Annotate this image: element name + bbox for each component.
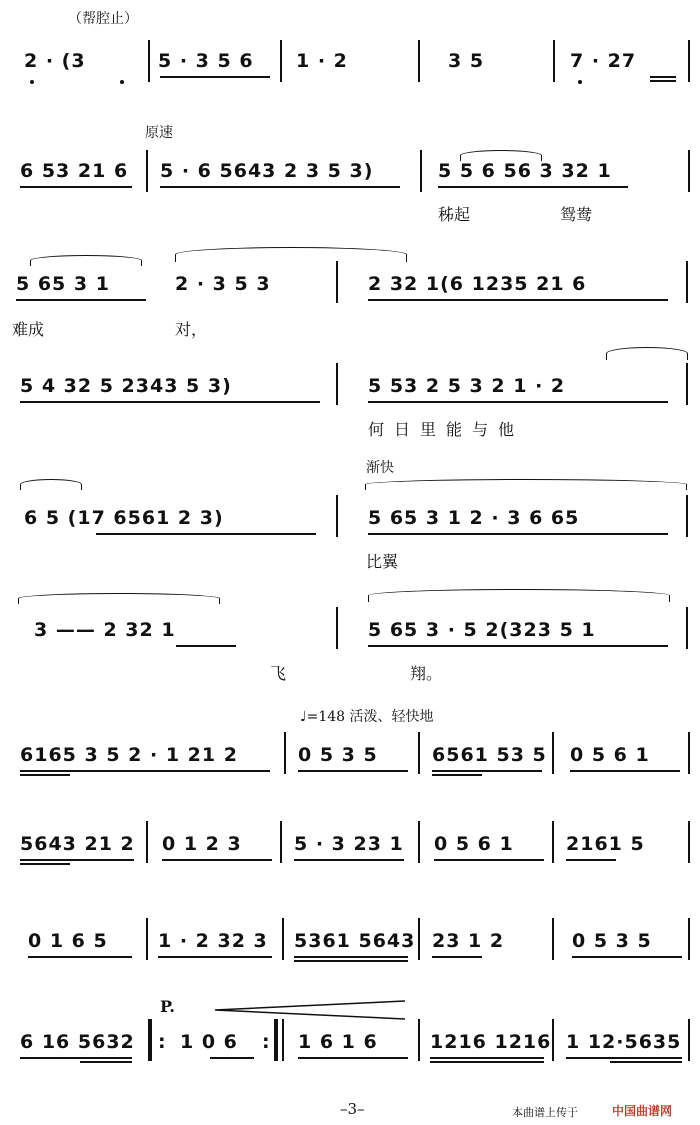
barline xyxy=(418,732,420,774)
staff-row-10 xyxy=(0,985,700,1085)
underline xyxy=(432,770,542,772)
underline xyxy=(160,76,270,78)
measure: 5 · 3 23 1 xyxy=(294,833,404,855)
measure: 6 53 21 6 xyxy=(20,160,129,182)
underline xyxy=(20,186,132,188)
barline xyxy=(282,918,284,960)
slur xyxy=(365,479,687,490)
underline xyxy=(610,1061,682,1063)
barline xyxy=(146,150,148,192)
repeat-end-barline xyxy=(274,1019,278,1061)
underline xyxy=(160,186,400,188)
measure: 2 32 1(6 1235 21 6 xyxy=(368,273,587,295)
lyric: 秭起 xyxy=(438,205,471,224)
underline xyxy=(20,774,70,776)
measure: 6165 3 5 2 · 1 21 2 xyxy=(20,744,238,766)
underline xyxy=(430,1061,544,1063)
underline xyxy=(162,859,272,861)
dynamic-marking: P. xyxy=(160,997,175,1016)
octave-dot xyxy=(120,80,124,84)
underline xyxy=(368,645,668,647)
measure: 1 · 2 xyxy=(296,50,348,72)
barline xyxy=(148,40,150,82)
barline xyxy=(552,732,554,774)
barline xyxy=(336,495,338,537)
octave-dot xyxy=(30,80,34,84)
measure: 1 6 1 6 xyxy=(298,1031,378,1053)
staff-row-8 xyxy=(0,795,700,890)
lyric: 鸳鸯 xyxy=(560,205,593,224)
barline xyxy=(686,363,688,405)
underline xyxy=(20,1057,132,1059)
barline xyxy=(552,918,554,960)
underline xyxy=(298,1057,408,1059)
slur xyxy=(18,593,220,604)
underline xyxy=(294,956,408,958)
staff-row-3 xyxy=(0,225,700,339)
measure: 5 65 3 1 xyxy=(16,273,110,295)
repeat-colon: : xyxy=(158,1031,167,1053)
barline xyxy=(418,918,420,960)
measure: 1 0 6 xyxy=(180,1031,238,1053)
measure: 2161 5 xyxy=(566,833,645,855)
barline xyxy=(418,1019,420,1061)
staff-row-2 xyxy=(0,110,700,225)
measure: 2 · 3 5 3 xyxy=(175,273,271,295)
underline xyxy=(650,80,676,82)
measure: 6 5 (17 6561 2 3) xyxy=(24,507,224,529)
measure: 5361 5643 xyxy=(294,930,416,952)
staff-row-4 xyxy=(0,335,700,445)
barline xyxy=(688,918,690,960)
staff-row-1 xyxy=(0,0,700,110)
site-logo: 中国曲谱网 xyxy=(612,1104,673,1118)
underline xyxy=(434,859,544,861)
underline xyxy=(210,1057,254,1059)
measure: 5 4 32 5 2343 5 3) xyxy=(20,375,232,397)
octave-dot xyxy=(578,80,582,84)
underline xyxy=(572,956,682,958)
barline xyxy=(336,607,338,649)
barline xyxy=(418,821,420,863)
barline xyxy=(688,150,690,192)
measure: 1 12·5635 xyxy=(566,1031,682,1053)
measure: 0 1 6 5 xyxy=(28,930,108,952)
measure: 1 · 2 32 3 xyxy=(158,930,268,952)
barline xyxy=(552,1019,554,1061)
tempo-annotation: 渐快 xyxy=(366,460,394,476)
tempo-annotation: 原速 xyxy=(145,125,173,141)
underline xyxy=(566,859,616,861)
barline xyxy=(688,1019,690,1061)
measure: 0 5 6 1 xyxy=(570,744,650,766)
barline xyxy=(686,607,688,649)
underline xyxy=(570,770,680,772)
measure: 3 5 xyxy=(448,50,485,72)
page-number: –3– xyxy=(340,1100,365,1118)
lyric: 难成 xyxy=(12,320,45,339)
measure: 5643 21 2 xyxy=(20,833,135,855)
barline xyxy=(282,1019,284,1061)
underline xyxy=(650,76,676,78)
repeat-colon: : xyxy=(262,1031,271,1053)
underline xyxy=(294,960,408,962)
barline xyxy=(686,261,688,303)
underline xyxy=(80,1061,132,1063)
underline xyxy=(96,533,316,535)
decrescendo-hairpin xyxy=(215,999,415,1021)
measure: 5 · 6 5643 2 3 5 3) xyxy=(160,160,374,182)
barline xyxy=(552,821,554,863)
underline xyxy=(368,299,668,301)
underline xyxy=(432,774,482,776)
underline xyxy=(298,770,408,772)
measure: 0 5 3 5 xyxy=(298,744,378,766)
underline xyxy=(20,401,320,403)
measure: 5 65 3 1 2 · 3 6 65 xyxy=(368,507,580,529)
barline xyxy=(688,40,690,82)
staff-row-5 xyxy=(0,445,700,575)
barline xyxy=(284,732,286,774)
barline xyxy=(146,821,148,863)
measure: 2 · (3 xyxy=(24,50,86,72)
barline xyxy=(553,40,555,82)
tempo-annotation: （帮腔止） xyxy=(68,11,138,27)
staff-row-9 xyxy=(0,890,700,985)
barline xyxy=(686,495,688,537)
measure: 0 5 3 5 xyxy=(572,930,652,952)
underline xyxy=(20,770,270,772)
underline xyxy=(430,1057,544,1059)
measure: 3 —— 2 32 1 xyxy=(34,619,176,641)
slur xyxy=(20,479,82,490)
underline xyxy=(20,863,70,865)
barline xyxy=(336,261,338,303)
barline xyxy=(280,821,282,863)
slur xyxy=(606,347,688,360)
lyric: 比翼 xyxy=(366,552,399,571)
barline xyxy=(336,363,338,405)
slur xyxy=(175,247,407,262)
underline xyxy=(294,859,404,861)
upload-credit: 本曲谱上传于 xyxy=(512,1106,578,1119)
measure: 23 1 2 xyxy=(432,930,505,952)
barline xyxy=(418,40,420,82)
measure: 5 65 3 · 5 2(323 5 1 xyxy=(368,619,596,641)
barline xyxy=(420,150,422,192)
lyric: 翔。 xyxy=(410,664,443,683)
repeat-start-barline xyxy=(148,1019,152,1061)
barline xyxy=(688,821,690,863)
underline xyxy=(438,186,628,188)
staff-row-6 xyxy=(0,575,700,700)
staff-row-7 xyxy=(0,700,700,795)
lyric: 对， xyxy=(175,320,208,339)
underline xyxy=(176,645,236,647)
underline xyxy=(20,859,134,861)
measure: 6 16 5632 xyxy=(20,1031,135,1053)
underline xyxy=(432,956,482,958)
measure: 7 · 27 xyxy=(570,50,637,72)
barline xyxy=(280,40,282,82)
measure: 0 1 2 3 xyxy=(162,833,242,855)
underline xyxy=(368,533,668,535)
measure: 5 · 3 5 6 xyxy=(158,50,254,72)
measure: 1216 1216 xyxy=(430,1031,552,1053)
slur xyxy=(30,255,142,266)
barline xyxy=(146,918,148,960)
underline xyxy=(566,1057,682,1059)
tempo-marking: ♩=148 活泼、轻快地 xyxy=(300,709,434,725)
barline xyxy=(688,732,690,774)
slur xyxy=(368,589,670,602)
underline xyxy=(158,956,272,958)
lyric: 飞 xyxy=(270,664,287,683)
underline xyxy=(28,956,132,958)
measure: 5 5 6 56 3 32 1 xyxy=(438,160,612,182)
measure: 0 5 6 1 xyxy=(434,833,514,855)
measure: 5 53 2 5 3 2 1 · 2 xyxy=(368,375,566,397)
lyric: 何日里能与他 xyxy=(368,420,525,439)
underline xyxy=(368,401,668,403)
measure: 6561 53 5 xyxy=(432,744,547,766)
slur xyxy=(460,150,542,161)
underline xyxy=(16,299,146,301)
